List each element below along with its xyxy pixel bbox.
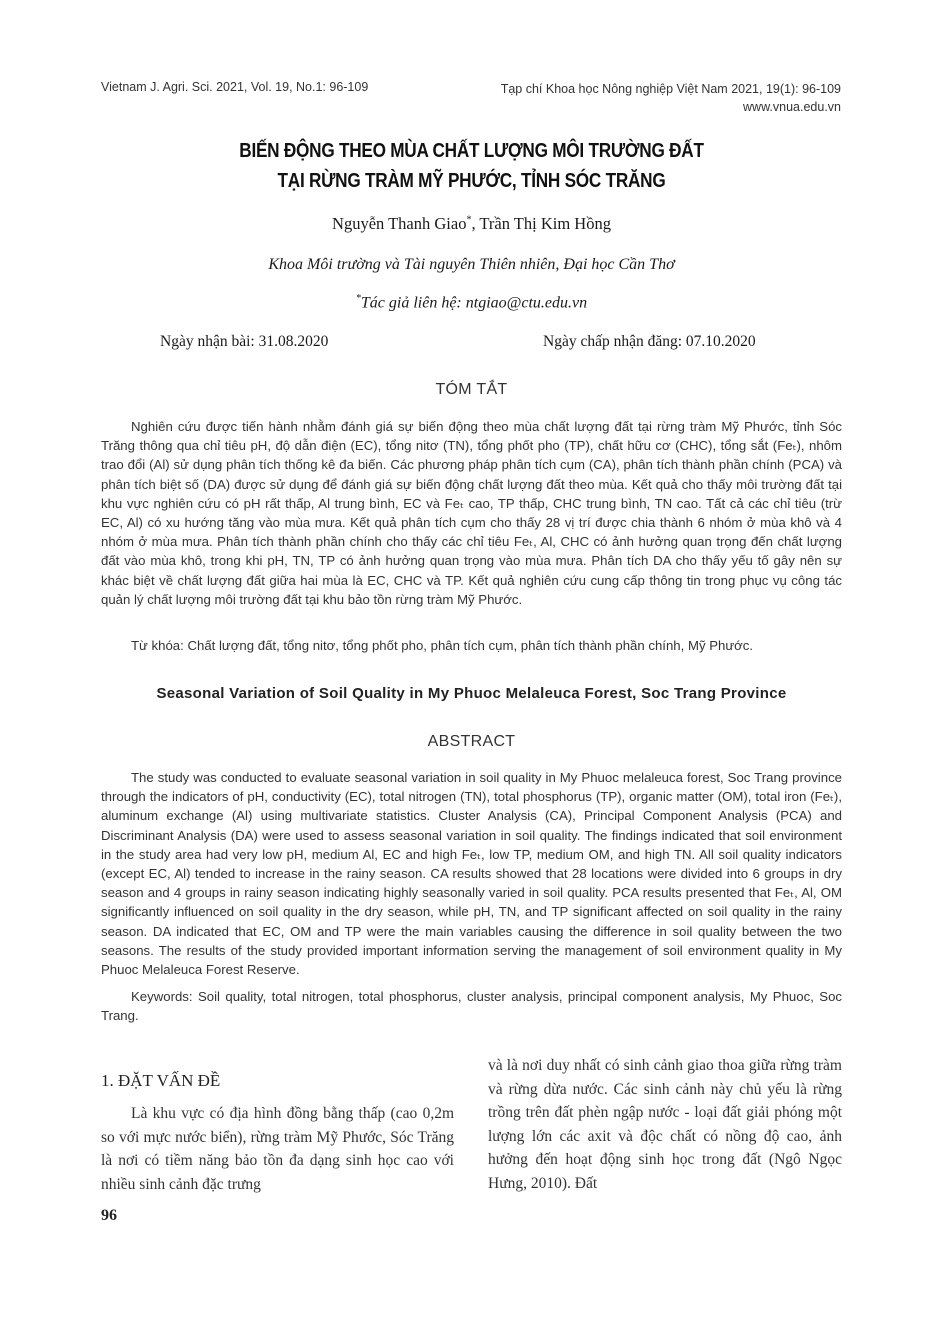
- english-title: Seasonal Variation of Soil Quality in My Phuoc Melaleuca Forest, Soc Trang Province: [156, 685, 787, 702]
- journal-header-right: [501, 80, 841, 116]
- abstract-heading: ABSTRACT: [427, 733, 516, 750]
- corresponding-author: [0, 293, 943, 312]
- page-number: 96: [101, 1207, 117, 1224]
- journal-citation-vi: Tạp chí Khoa học Nông nghiệp Việt Nam 2021, 19(1): 96-109: [500, 82, 841, 96]
- corresponding-marker: *: [355, 293, 361, 304]
- author-2: , Trần Thị Kim Hồng: [471, 214, 611, 233]
- journal-header-left: Vietnam J. Agri. Sci. 2021, Vol. 19, No.1: 96-109: [101, 80, 369, 94]
- intro-right-column: và là nơi duy nhất có sinh cảnh giao thoa giữa rừng tràm và rừng dừa nước. Các sinh cảnh này chủ yếu là rừng trồng trên đất phèn ngập nước - loại đất giải phóng một lượng lớn các axit và độc chất có nồng độ cao, ảnh hưởng đến hoạt động sinh học trong đất (Ngô Ngọc Hưng, 2010). Đất: [488, 1057, 842, 1192]
- authors: [0, 214, 943, 234]
- received-date: Ngày nhận bài: 31.08.2020: [160, 333, 329, 350]
- summary-heading-vi: TÓM TẮT: [435, 381, 508, 398]
- article-title-line-2: TẠI RỪNG TRÀM MỸ PHƯỚC, TỈNH SÓC TRĂNG: [277, 170, 666, 192]
- abstract-body: The study was conducted to evaluate seasonal variation in soil quality in My Phuoc melaleuca forest, Soc Trang province through the indicators of pH, conductivity (EC), total nitrogen (TN), total phosphorus (TP), organic matter (OM), total iron (Feₜ), aluminum exchange (Al) using multivariate statistics. Cluster Analysis (CA), Principal Component Analysis (PCA) and Discriminant Analysis (DA) were used to assess seasonal variation in soil quality. The findings indicated that soil environment in the study area had very low pH, medium Al, EC and high Feₜ, low TP, medium OM, and high TN. All soil quality indicators (except EC, Al) tended to increase in the rainy season. CA results showed that 28 locations were divided into 6 groups in dry season and 4 groups in rainy season indicating highly seasonally varied in soil quality. PCA results presented that Feₜ, Al, OM significantly influenced on soil quality in the dry season, while pH, TN, and TP significant affected on soil quality in the rainy season. DA indicated that EC, OM and TP were the main variables causing the difference in soil quality between the two seasons. The results of the study provided important information serving the management of soil environment quality in My Phuoc Melaleuca Forest Reserve.: [101, 770, 842, 978]
- intro-left-column: Là khu vực có địa hình đồng bằng thấp (cao 0,2m so với mực nước biển), rừng tràm Mỹ Phước, Sóc Trăng là nơi có tiềm năng bảo tồn đa dạng sinh học cao với nhiều sinh cảnh đặc trưng: [101, 1105, 454, 1193]
- corresponding-marker: *: [466, 214, 472, 226]
- summary-body-vi: Nghiên cứu được tiến hành nhằm đánh giá sự biến động theo mùa chất lượng đất tại rừng tràm Mỹ Phước, tỉnh Sóc Trăng thông qua chỉ tiêu pH, độ dẫn điện (EC), tổng nitơ (TN), tổng phốt pho (TP), chất hữu cơ (CHC), tổng sắt (Feₜ), nhôm trao đổi (Al) sử dụng phân tích thống kê đa biến. Các phương pháp phân tích cụm (CA), phân tích thành phần chính (PCA) và phân tích biệt số (DA) được sử dụng để đánh giá sự biến động chất lượng đất theo mùa. Kết quả cho thấy môi trường đất tại khu vực nghiên cứu có pH rất thấp, Al trung bình, EC và Feₜ cao, TP thấp, CHC trung bình, TN cao. Tất cả các chỉ tiêu (trừ EC, Al) có xu hướng tăng vào mùa mưa. Kết quả phân tích cụm cho thấy 28 vị trí được chia thành 6 nhóm ở mùa khô và 4 nhóm ở mùa mưa. Phân tích thành phần chính cho thấy các chỉ tiêu Feₜ, Al, CHC có ảnh hưởng quan trọng đến chất lượng đất vào mùa khô, trong khi pH, TN, TP có ảnh hưởng quan trọng vào mùa mưa. Phân tích DA cho thấy yếu tố gây nên sự khác biệt về chất lượng đất giữa hai mùa là EC, CHC và TP. Kết quả nghiên cứu cung cấp thông tin trong phục vụ công tác quản lý chất lượng môi trường đất tại khu bảo tồn rừng tràm Mỹ Phước.: [101, 419, 842, 607]
- author-1: Nguyễn Thanh Giao: [332, 214, 467, 233]
- affiliation: Khoa Môi trường và Tài nguyên Thiên nhiên, Đại học Cần Thơ: [268, 256, 675, 273]
- keywords-en: Keywords: Soil quality, total nitrogen, total phosphorus, cluster analysis, principal component analysis, My Phuoc, Soc Trang.: [101, 989, 842, 1024]
- article-title-line-1: BIẾN ĐỘNG THEO MÙA CHẤT LƯỢNG MÔI TRƯỜNG ĐẤT: [239, 140, 704, 162]
- keywords-vi: Từ khóa: Chất lượng đất, tổng nitơ, tổng phốt pho, phân tích cụm, phân tích thành phần chính, Mỹ Phước.: [131, 638, 754, 653]
- accepted-date: Ngày chấp nhận đăng: 07.10.2020: [543, 333, 756, 350]
- section-heading-introduction: 1. ĐẶT VẤN ĐỀ: [101, 1071, 221, 1090]
- corresponding-text: Tác giả liên hệ: ntgiao@ctu.edu.vn: [360, 294, 588, 312]
- journal-website: www.vnua.edu.vn: [743, 100, 841, 114]
